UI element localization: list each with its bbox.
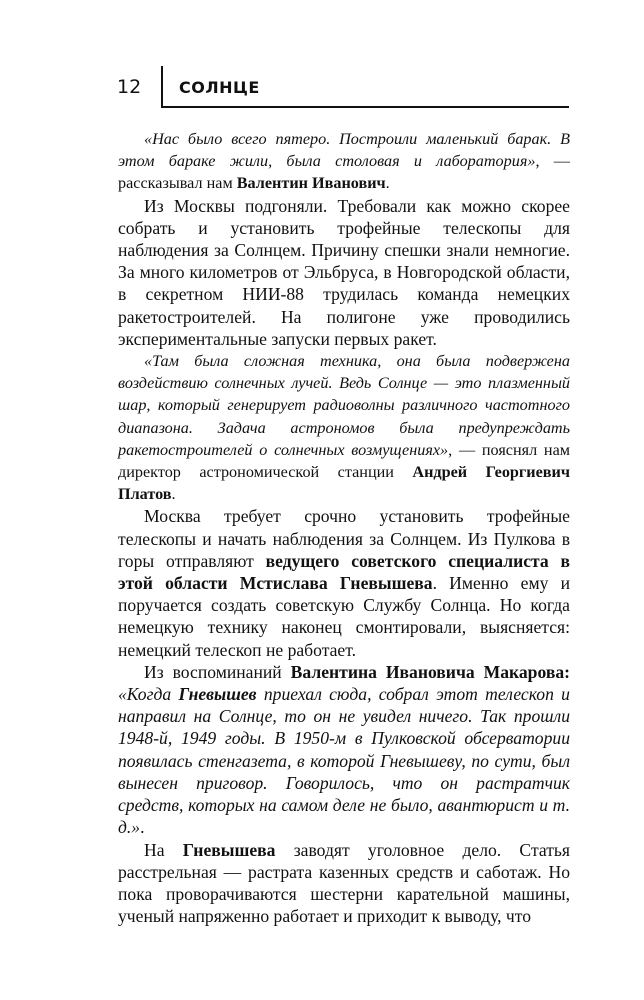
body-text: [118, 128, 570, 927]
text-run: «Нас было всего пятеро. Построили маленький барак. В этом бараке жили, была столовая и лаборатория»: [118, 130, 570, 171]
text-run: Валентин Иванович: [236, 174, 386, 193]
text-run: . Именно ему и поручается создать советскую Службу Солнца. Но когда немецкую технику наконец смонтировали, выясняется: немецкий телескоп не работает.: [118, 573, 570, 660]
text-run: На: [144, 839, 183, 860]
paragraph: [118, 839, 570, 928]
text-run: Андрей Георгиевич Платов: [118, 463, 570, 504]
text-run: Из воспоминаний: [144, 661, 291, 682]
text-run: ведущего советского специалиста в этой области Мстислава Гневышева: [118, 550, 570, 594]
text-run: заводят уголовное дело. Статья расстрельная — растрата казенных средств и саботаж. Но пока проворачиваются шестерни карательной машины, ученый напряженно работает и приходит к выводу, что: [118, 839, 570, 927]
paragraph: [118, 195, 570, 350]
text-run: .: [385, 174, 390, 193]
paragraph: [118, 661, 570, 839]
text-run: Гневышева: [182, 839, 276, 860]
text-run: Гневышев: [178, 684, 257, 705]
text-run: .: [140, 817, 145, 838]
chapter-title: СОЛНЦЕ: [179, 78, 260, 97]
text-run: «Когда: [118, 684, 179, 705]
text-run: .: [171, 485, 176, 504]
header-rule: [161, 106, 569, 108]
paragraph: [118, 505, 570, 660]
text-run: Валентина Ивановича Макарова:: [290, 661, 570, 682]
page-header: [117, 66, 569, 108]
paragraph: [118, 128, 570, 195]
text-run: «Там была сложная техника, она была подвержена воздействию солнечных лучей. Ведь Солнце — это плазменный шар, который генерирует радиоволны различного частотного диапазона. Задача астрономов была предупреждать ракетостроителей о солнечных возмущениях»: [118, 352, 570, 459]
text-run: приехал сюда, собрал этот телескоп и направил на Солнце, то он не увидел ничего. Так прошли 1948-й, 1949 годы. В 1950-м в Пулковской обсерватории появилась стенгазета, в которой Гневышеву, по сути, был вынесен приговор. Говорилось, что он растратчик средств, которых на самом деле не было, авантюрист и т. д.»: [118, 684, 570, 838]
text-run: Москва требует срочно установить трофейные телескопы и начать наблюдения за Солнцем. Из Пулкова в горы отправляют: [118, 506, 570, 571]
paragraph: [118, 350, 570, 505]
text-run: Из Москвы подгоняли. Требовали как можно скорее собрать и установить трофейные телескопы для наблюдения за Солнцем. Причину спешки знали немногие. За много километров от Эльбруса, в Новгородской области, в секретном НИИ-88 трудилась команда немецких ракетостроителей. На полигоне уже проводились экспериментальные запуски первых ракет.: [118, 195, 570, 349]
header-divider-vertical: [161, 66, 163, 106]
text-run: , — пояснял нам директор астрономической станции: [118, 440, 570, 482]
text-run: , — рассказывал нам: [118, 152, 570, 193]
page-number: 12: [117, 76, 142, 98]
